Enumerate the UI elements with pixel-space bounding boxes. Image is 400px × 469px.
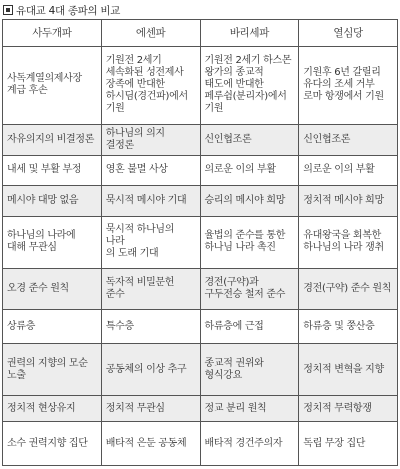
cell-text: 정교 분리 원칙 xyxy=(204,402,267,414)
table-cell-essenes xyxy=(101,47,200,125)
table-row xyxy=(3,216,398,268)
table-row xyxy=(3,422,398,466)
table-cell-zealots xyxy=(299,422,398,466)
cell-text: 경전(구약)과 구두전승 철저 준수 xyxy=(204,276,286,300)
cell-text: 승리의 메시야 희망 xyxy=(204,195,286,207)
table-cell-sadducees xyxy=(3,47,102,125)
cell-text: 기원전 2세기 하스몬 왕가의 종교적 태도에 반대한 페루쉼(분리자)에서 기원 xyxy=(204,55,292,115)
cell-text: 영혼 불멸 사상 xyxy=(105,164,168,176)
cell-text: 메시야 대망 없음 xyxy=(7,195,79,207)
table-cell-zealots xyxy=(299,47,398,125)
column-header-pharisees: 바리세파 xyxy=(200,20,299,47)
cell-text: 하류층에 근접 xyxy=(204,320,264,332)
comparison-table xyxy=(2,19,398,466)
cell-text: 의로운 이의 부활 xyxy=(204,164,276,176)
cell-text: 내세 및 부활 부정 xyxy=(7,164,82,176)
table-cell-pharisees xyxy=(200,344,299,396)
table-row xyxy=(3,186,398,217)
cell-text: 정치적 현상유지 xyxy=(7,402,76,414)
cell-text: 정치적 메시야 희망 xyxy=(303,195,384,207)
table-cell-zealots xyxy=(299,396,398,422)
table-cell-sadducees xyxy=(3,396,102,422)
cell-text: 사독계열의제사장 계급 후손 xyxy=(7,73,82,97)
cell-text: 묵시적 메시야 기대 xyxy=(105,195,187,207)
table-body xyxy=(3,47,398,466)
table-cell-pharisees xyxy=(200,396,299,422)
table-cell-pharisees xyxy=(200,186,299,217)
table-cell-sadducees xyxy=(3,124,102,155)
cell-text: 배타적 은둔 공동체 xyxy=(105,437,187,449)
cell-text: 독립 무장 집단 xyxy=(303,437,366,449)
cell-text: 하류층 및 쭝산층 xyxy=(303,320,375,332)
table-cell-zealots xyxy=(299,310,398,344)
table-cell-pharisees xyxy=(200,268,299,309)
table-cell-pharisees xyxy=(200,422,299,466)
cell-text: 공동체의 이상 추구 xyxy=(105,363,187,375)
cell-text: 기원후 6년 갈릴리 유다의 조세 거부 로마 항쟁에서 기원 xyxy=(303,67,384,103)
table-cell-essenes xyxy=(101,216,200,268)
table-row xyxy=(3,344,398,396)
table-cell-pharisees xyxy=(200,216,299,268)
figure-title-text: 유대교 4대 종파의 비교 xyxy=(16,4,121,17)
cell-text: 자유의지의 비결정론 xyxy=(7,133,95,145)
cell-text: 정치적 무관심 xyxy=(105,402,165,414)
table-row xyxy=(3,310,398,344)
table-cell-pharisees xyxy=(200,47,299,125)
table-cell-essenes xyxy=(101,155,200,186)
column-header-sadducees: 사두개파 xyxy=(3,20,102,47)
cell-text: 하나님의 나라에 대해 무관심 xyxy=(7,230,76,254)
table-cell-zealots xyxy=(299,124,398,155)
figure-title xyxy=(3,2,120,18)
cell-text: 묵시적 하나님의 나라 의 도래 기대 xyxy=(105,224,175,260)
cell-text: 권력의 지향의 모순 노출 xyxy=(7,357,88,381)
table-row xyxy=(3,268,398,309)
table-cell-sadducees xyxy=(3,310,102,344)
cell-text: 독자적 비밀문헌 준수 xyxy=(105,276,175,300)
table-cell-pharisees xyxy=(200,124,299,155)
table-cell-sadducees xyxy=(3,186,102,217)
cell-text: 정치적 무력항쟁 xyxy=(303,402,372,414)
table-cell-essenes xyxy=(101,344,200,396)
table-cell-zealots xyxy=(299,344,398,396)
cell-text: 기원전 2세기 세속화된 성전제사 장족에 반대한 하시딤(경건파)에서 기원 xyxy=(105,55,188,115)
table-cell-sadducees xyxy=(3,344,102,396)
table-cell-zealots xyxy=(299,216,398,268)
table-row xyxy=(3,124,398,155)
table-cell-essenes xyxy=(101,396,200,422)
cell-text: 정치적 변혁을 지향 xyxy=(303,363,384,375)
table-cell-sadducees xyxy=(3,422,102,466)
cell-text: 신인협조론 xyxy=(204,133,252,145)
cell-text: 배타적 경건주의자 xyxy=(204,437,283,449)
table-row xyxy=(3,396,398,422)
table-cell-zealots xyxy=(299,155,398,186)
cell-text: 종교적 권위와 형식강요 xyxy=(204,357,264,381)
table-cell-pharisees xyxy=(200,310,299,344)
cell-text: 하나님의 의지 결정론 xyxy=(105,127,165,151)
square-bullet-icon xyxy=(3,5,13,15)
column-header-essenes: 에센파 xyxy=(101,20,200,47)
table-cell-essenes xyxy=(101,186,200,217)
column-header-zealots: 열심당 xyxy=(299,20,398,47)
table-cell-sadducees xyxy=(3,216,102,268)
table-cell-essenes xyxy=(101,268,200,309)
cell-text: 의로운 이의 부활 xyxy=(303,164,375,176)
table-row xyxy=(3,47,398,125)
header-row xyxy=(3,20,398,47)
cell-text: 경전(구약) 준수 원칙 xyxy=(303,282,392,294)
table-cell-essenes xyxy=(101,422,200,466)
cell-text: 유대왕국을 회복한 하나님의 나라 쟁취 xyxy=(303,230,384,254)
cell-text: 상류층 xyxy=(7,320,36,332)
table-cell-pharisees xyxy=(200,155,299,186)
table-cell-sadducees xyxy=(3,268,102,309)
cell-text: 율법의 준수를 통한 하나님 나라 촉진 xyxy=(204,230,286,254)
cell-text: 오경 준수 원칙 xyxy=(7,282,69,294)
table-cell-sadducees xyxy=(3,155,102,186)
table-cell-essenes xyxy=(101,124,200,155)
cell-text: 신인협조론 xyxy=(303,133,351,145)
table-cell-zealots xyxy=(299,186,398,217)
cell-text: 소수 권력지향 집단 xyxy=(7,437,88,449)
table-row xyxy=(3,155,398,186)
table-cell-zealots xyxy=(299,268,398,309)
cell-text: 특수층 xyxy=(105,320,134,332)
table-cell-essenes xyxy=(101,310,200,344)
